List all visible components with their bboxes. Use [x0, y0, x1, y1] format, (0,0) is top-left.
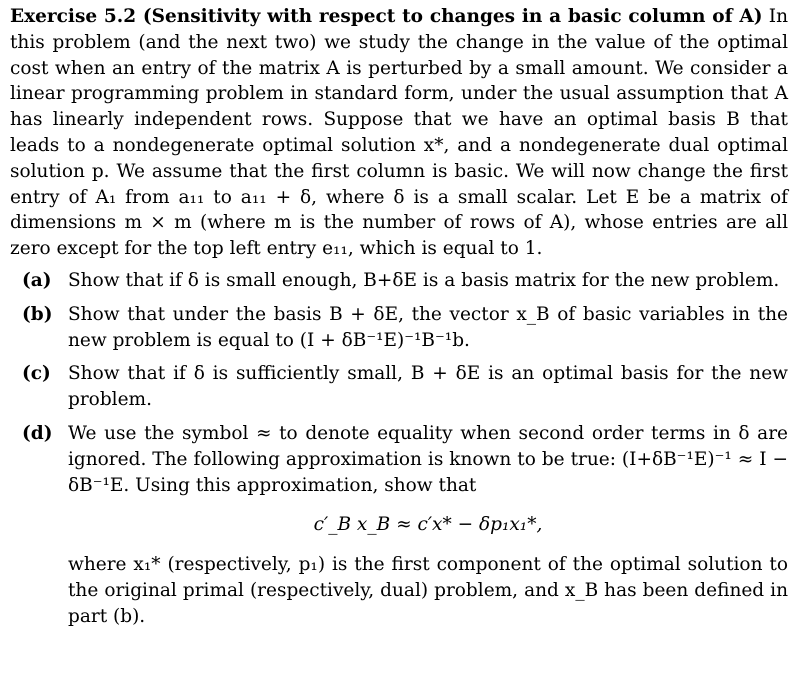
part-c-text: Show that if δ is sufficiently small, B + δE is an optimal basis for the new problem.	[68, 363, 788, 411]
exercise-intro-text: In this problem (and the next two) we study the change in the value of the optimal cost when an entry of the matrix A is perturbed by a small amount. We consider a linear programming problem in standard form, under the usual assumption that A has linearly independent rows. Suppose that we have an optimal basis B that leads to a nondegenerate optimal solution x*, and a nondegenerate dual optimal solution p. We assume that the first column is basic. We will now change the first entry of A₁ from a₁₁ to a₁₁ + δ, where δ is a small scalar. Let E be a matrix of dimensions m × m (where m is the number of rows of A), whose entries are all zero except for the top left entry e₁₁, which is equal to 1.	[10, 6, 788, 260]
part-d-text: We use the symbol ≈ to denote equality when second order terms in δ are ignored. The following approximation is known to be true: (I+δB⁻¹E)⁻¹ ≈ I − δB⁻¹E. Using this approximation, show that	[68, 422, 788, 496]
display-equation: c′_B x_B ≈ c′x* − δp₁x₁*,	[313, 514, 543, 536]
part-a-label: (a)	[22, 269, 52, 291]
part-c	[10, 361, 788, 413]
part-d-label: (d)	[22, 422, 53, 444]
part-a-text: Show that if δ is small enough, B+δE is a basis matrix for the new problem.	[68, 269, 780, 291]
part-b-label: (b)	[22, 303, 53, 325]
part-b	[10, 302, 788, 354]
exercise-parts	[10, 268, 788, 630]
exercise-heading: Exercise 5.2 (Sensitivity with respect to changes in a basic column of A)	[10, 6, 763, 27]
part-c-label: (c)	[22, 363, 51, 385]
part-d	[10, 421, 788, 630]
part-a	[10, 268, 788, 294]
part-d-body	[68, 421, 788, 630]
part-b-text: Show that under the basis B + δE, the vector x_B of basic variables in the new problem is equal to (I + δB⁻¹E)⁻¹B⁻¹b.	[68, 303, 788, 351]
part-d-after-text: where x₁* (respectively, p₁) is the first component of the optimal solution to the original primal (respectively, dual) problem, and x_B has been defined in part (b).	[68, 554, 788, 627]
exercise-intro	[10, 4, 788, 262]
